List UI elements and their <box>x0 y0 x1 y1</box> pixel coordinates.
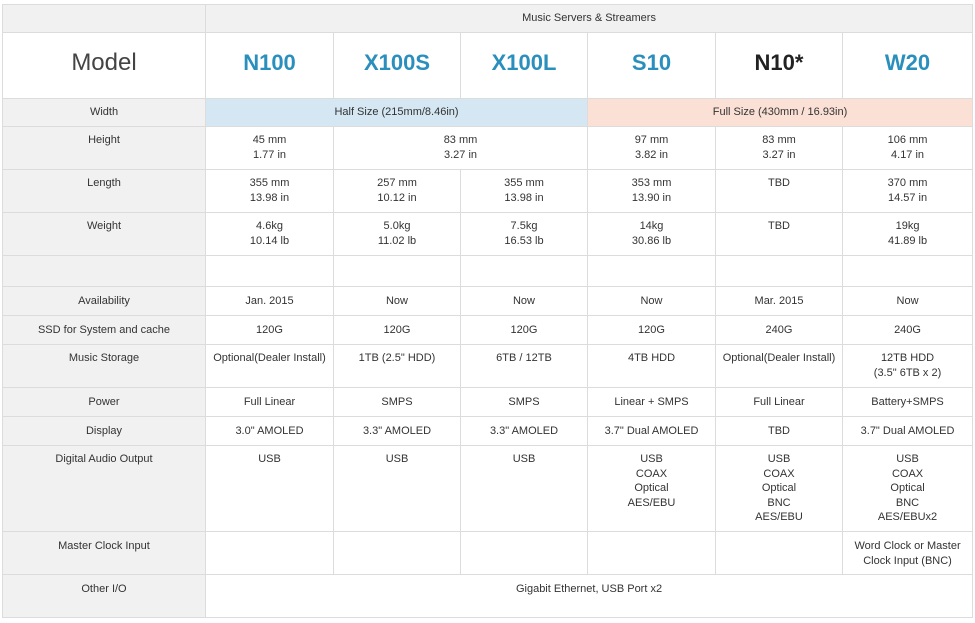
length-cell: 355 mm 13.98 in <box>206 170 334 213</box>
length-cell: 370 mm 14.57 in <box>843 170 973 213</box>
power-cell: Linear + SMPS <box>588 388 716 417</box>
width-half-size: Half Size (215mm/8.46in) <box>206 99 588 127</box>
power-cell: Battery+SMPS <box>843 388 973 417</box>
power-label: Power <box>3 388 206 417</box>
availability-row <box>3 287 973 316</box>
length-label: Length <box>3 170 206 213</box>
model-x100s: X100S <box>363 50 431 76</box>
length-row <box>3 170 973 213</box>
length-cell: 353 mm 13.90 in <box>588 170 716 213</box>
ssd-cell: 120G <box>588 316 716 345</box>
digital-output-row <box>3 446 973 532</box>
length-cell: TBD <box>716 170 843 213</box>
height-x100: 83 mm 3.27 in <box>334 127 588 170</box>
comparison-table <box>2 4 973 618</box>
other-io-row <box>3 575 973 618</box>
clock-input-w20: Word Clock or Master Clock Input (BNC) <box>843 532 973 575</box>
power-cell: SMPS <box>334 388 461 417</box>
height-n100: 45 mm 1.77 in <box>206 127 334 170</box>
other-io-value: Gigabit Ethernet, USB Port x2 <box>206 575 973 618</box>
availability-cell: Now <box>588 287 716 316</box>
ssd-cell: 120G <box>206 316 334 345</box>
height-w20: 106 mm 4.17 in <box>843 127 973 170</box>
availability-cell: Now <box>334 287 461 316</box>
ssd-cell: 120G <box>461 316 588 345</box>
display-cell: 3.3" AMOLED <box>461 417 588 446</box>
availability-cell: Mar. 2015 <box>716 287 843 316</box>
model-n100: N100 <box>243 50 296 76</box>
display-cell: 3.7" Dual AMOLED <box>588 417 716 446</box>
display-row <box>3 417 973 446</box>
power-cell: SMPS <box>461 388 588 417</box>
digital-output-cell: USB COAX Optical BNC AES/EBU <box>716 446 843 532</box>
power-row <box>3 388 973 417</box>
power-cell: Full Linear <box>716 388 843 417</box>
ssd-label: SSD for System and cache <box>3 316 206 345</box>
display-label: Display <box>3 417 206 446</box>
section-title: Music Servers & Streamers <box>206 5 973 33</box>
length-cell: 355 mm 13.98 in <box>461 170 588 213</box>
storage-cell: 12TB HDD (3.5" 6TB x 2) <box>843 345 973 388</box>
clock-input-row <box>3 532 973 575</box>
storage-row <box>3 345 973 388</box>
digital-output-cell: USB <box>461 446 588 532</box>
digital-output-cell: USB COAX Optical AES/EBU <box>588 446 716 532</box>
weight-row <box>3 213 973 256</box>
display-cell: TBD <box>716 417 843 446</box>
display-cell: 3.7" Dual AMOLED <box>843 417 973 446</box>
length-cell: 257 mm 10.12 in <box>334 170 461 213</box>
availability-cell: Now <box>461 287 588 316</box>
height-s10: 97 mm 3.82 in <box>588 127 716 170</box>
ssd-cell: 240G <box>843 316 973 345</box>
model-n10: N10* <box>754 50 804 76</box>
width-row <box>3 99 973 127</box>
models-row <box>3 33 973 99</box>
storage-cell: Optional(Dealer Install) <box>716 345 843 388</box>
weight-cell: 19kg 41.89 lb <box>843 213 973 256</box>
availability-cell: Jan. 2015 <box>206 287 334 316</box>
display-cell: 3.0" AMOLED <box>206 417 334 446</box>
ssd-cell: 120G <box>334 316 461 345</box>
model-label <box>3 33 206 99</box>
weight-cell: 4.6kg 10.14 lb <box>206 213 334 256</box>
weight-cell: 5.0kg 11.02 lb <box>334 213 461 256</box>
model-s10: S10 <box>631 50 672 76</box>
model-label-text: Model <box>71 49 137 77</box>
clock-input-label: Master Clock Input <box>3 532 206 575</box>
availability-label: Availability <box>3 287 206 316</box>
display-cell: 3.3" AMOLED <box>334 417 461 446</box>
width-full-size: Full Size (430mm / 16.93in) <box>588 99 973 127</box>
digital-output-cell: USB COAX Optical BNC AES/EBUx2 <box>843 446 973 532</box>
weight-label: Weight <box>3 213 206 256</box>
width-label: Width <box>3 99 206 127</box>
weight-cell: TBD <box>716 213 843 256</box>
digital-output-cell: USB <box>334 446 461 532</box>
ssd-row <box>3 316 973 345</box>
digital-output-cell: USB <box>206 446 334 532</box>
storage-cell: 4TB HDD <box>588 345 716 388</box>
model-w20: W20 <box>884 50 931 76</box>
height-label: Height <box>3 127 206 170</box>
availability-cell: Now <box>843 287 973 316</box>
spacer-label <box>3 256 206 287</box>
ssd-cell: 240G <box>716 316 843 345</box>
model-x100l: X100L <box>491 50 557 76</box>
spacer-row <box>3 256 973 287</box>
other-io-label: Other I/O <box>3 575 206 618</box>
height-n10: 83 mm 3.27 in <box>716 127 843 170</box>
power-cell: Full Linear <box>206 388 334 417</box>
storage-cell: Optional(Dealer Install) <box>206 345 334 388</box>
header-corner <box>3 5 206 33</box>
digital-output-label: Digital Audio Output <box>3 446 206 532</box>
storage-cell: 6TB / 12TB <box>461 345 588 388</box>
header-row <box>3 5 973 33</box>
weight-cell: 7.5kg 16.53 lb <box>461 213 588 256</box>
height-row <box>3 127 973 170</box>
weight-cell: 14kg 30.86 lb <box>588 213 716 256</box>
storage-label: Music Storage <box>3 345 206 388</box>
storage-cell: 1TB (2.5" HDD) <box>334 345 461 388</box>
